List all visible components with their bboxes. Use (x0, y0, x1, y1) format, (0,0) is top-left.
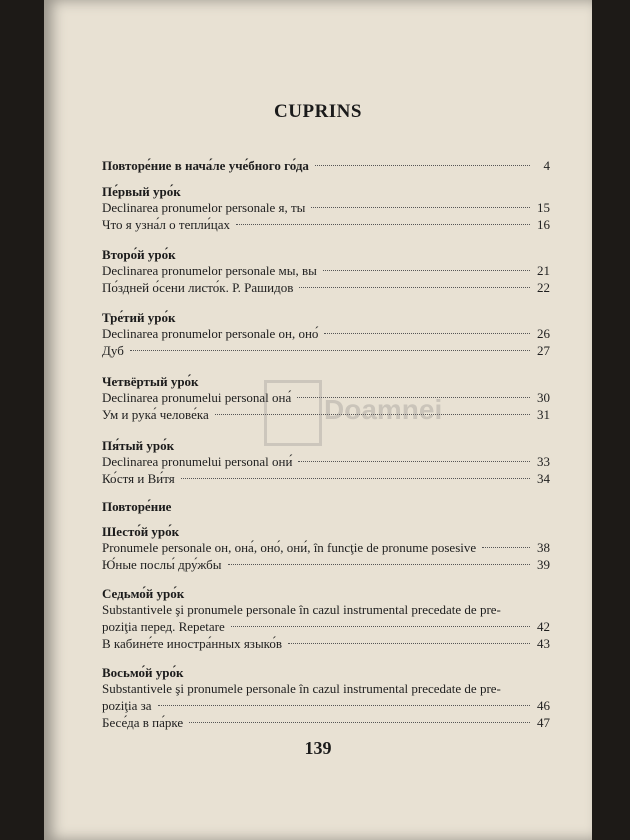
entry-text: Declinarea pronumelor personale мы, вы (102, 263, 317, 278)
entry-page: 38 (537, 540, 550, 555)
lesson-heading-4: Четвёртый уро́к (102, 374, 199, 389)
lesson-heading-2: Второ́й уро́к (102, 247, 176, 262)
watermark-logo-icon (264, 380, 322, 446)
page-number: 139 (304, 738, 332, 758)
leader-dots (288, 642, 530, 644)
toc-entry (102, 454, 550, 472)
entry-text: Pronumele personale он, она́, оно́, они́, în funcţie de pronume posesive (102, 540, 477, 555)
toc-entry (102, 698, 550, 716)
page-title: CUPRINS (274, 101, 362, 122)
leader-dots (323, 269, 530, 271)
lesson-heading-1: Пе́рвый уро́к (102, 184, 181, 199)
entry-page: 31 (537, 407, 550, 422)
entry-text: По́здней о́сени листо́к. Р. Рашидов (102, 280, 294, 295)
leader-dots (324, 332, 530, 334)
entry-page: 33 (537, 454, 550, 469)
entry-page: 46 (537, 698, 550, 713)
entry-page: 21 (537, 263, 550, 278)
entry-text: Ум и рука́ челове́ка (102, 407, 209, 422)
toc-entry (102, 715, 550, 733)
toc-entry (102, 326, 550, 344)
lesson-heading-7: Седьмо́й уро́к (102, 586, 185, 601)
entry-page: 27 (537, 343, 550, 358)
toc-entry (102, 217, 550, 235)
toc-entry (102, 681, 550, 699)
entry-text: Бесе́да в па́рке (102, 715, 184, 730)
entry-text: Что я узна́л о тепли́цах (102, 217, 230, 232)
leader-dots (189, 721, 530, 723)
entry-page: 47 (537, 715, 550, 730)
toc-entry (102, 471, 550, 489)
entry-page: 42 (537, 619, 550, 634)
lesson-heading-3: Тре́тий уро́к (102, 310, 176, 325)
entry-page: 16 (537, 217, 550, 232)
entry-text: Дуб (102, 343, 124, 358)
lesson-heading-5: Пя́тый уро́к (102, 438, 175, 453)
leader-dots (228, 563, 530, 565)
entry-text: Ю́ные послы́ дру́жбы (102, 557, 222, 572)
book-page (44, 0, 592, 840)
leader-dots (231, 625, 530, 627)
watermark (264, 380, 454, 440)
entry-page: 22 (537, 280, 550, 295)
entry-page: 39 (537, 557, 550, 572)
toc-entry-intro (102, 158, 550, 176)
toc-entry (102, 263, 550, 281)
entry-text: Declinarea pronumelor personale я, ты (102, 200, 306, 215)
entry-text: poziţia перед. Repetare (102, 619, 225, 634)
leader-dots (158, 704, 530, 706)
toc-entry (102, 557, 550, 575)
lesson-heading-8: Восьмо́й уро́к (102, 665, 184, 680)
entry-page: 15 (537, 200, 550, 215)
review-heading: Повторе́ние (102, 499, 172, 514)
entry-page: 26 (537, 326, 550, 341)
lesson-heading-6: Шесто́й уро́к (102, 524, 180, 539)
entry-text: Declinarea pronumelor personale он, оно́ (102, 326, 319, 341)
entry-text: В кабине́те иностра́нных языко́в (102, 636, 282, 651)
leader-dots (507, 609, 530, 610)
leader-dots (482, 546, 530, 548)
entry-text: poziţia за (102, 698, 152, 713)
leader-dots (311, 206, 530, 208)
watermark-text: Doamnei (324, 394, 443, 425)
toc-entry (102, 200, 550, 218)
toc-entry (102, 343, 550, 361)
toc-entry (102, 540, 550, 558)
leader-dots (181, 477, 530, 479)
leader-dots (315, 164, 530, 166)
leader-dots (130, 349, 530, 351)
entry-text: Declinarea pronumelui personal она́ (102, 390, 292, 405)
entry-text: Повторе́ние в нача́ле уче́бного го́да (102, 158, 309, 173)
toc-entry (102, 602, 550, 620)
leader-dots (299, 286, 530, 288)
entry-text: Ко́стя и Ви́тя (102, 471, 175, 486)
entry-text: Substantivele şi pronumele personale în cazul instrumental precedate de pre- (102, 681, 501, 696)
toc-entry (102, 636, 550, 654)
toc-entry (102, 619, 550, 637)
entry-page: 30 (537, 390, 550, 405)
leader-dots (507, 688, 530, 689)
entry-page: 4 (543, 158, 550, 173)
entry-text: Substantivele şi pronumele personale în cazul instrumental precedate de pre- (102, 602, 501, 617)
entry-text: Declinarea pronumelui personal они́ (102, 454, 293, 469)
entry-page: 43 (537, 636, 550, 651)
toc-entry (102, 280, 550, 298)
leader-dots (298, 460, 530, 462)
leader-dots (236, 223, 530, 225)
entry-page: 34 (537, 471, 550, 486)
